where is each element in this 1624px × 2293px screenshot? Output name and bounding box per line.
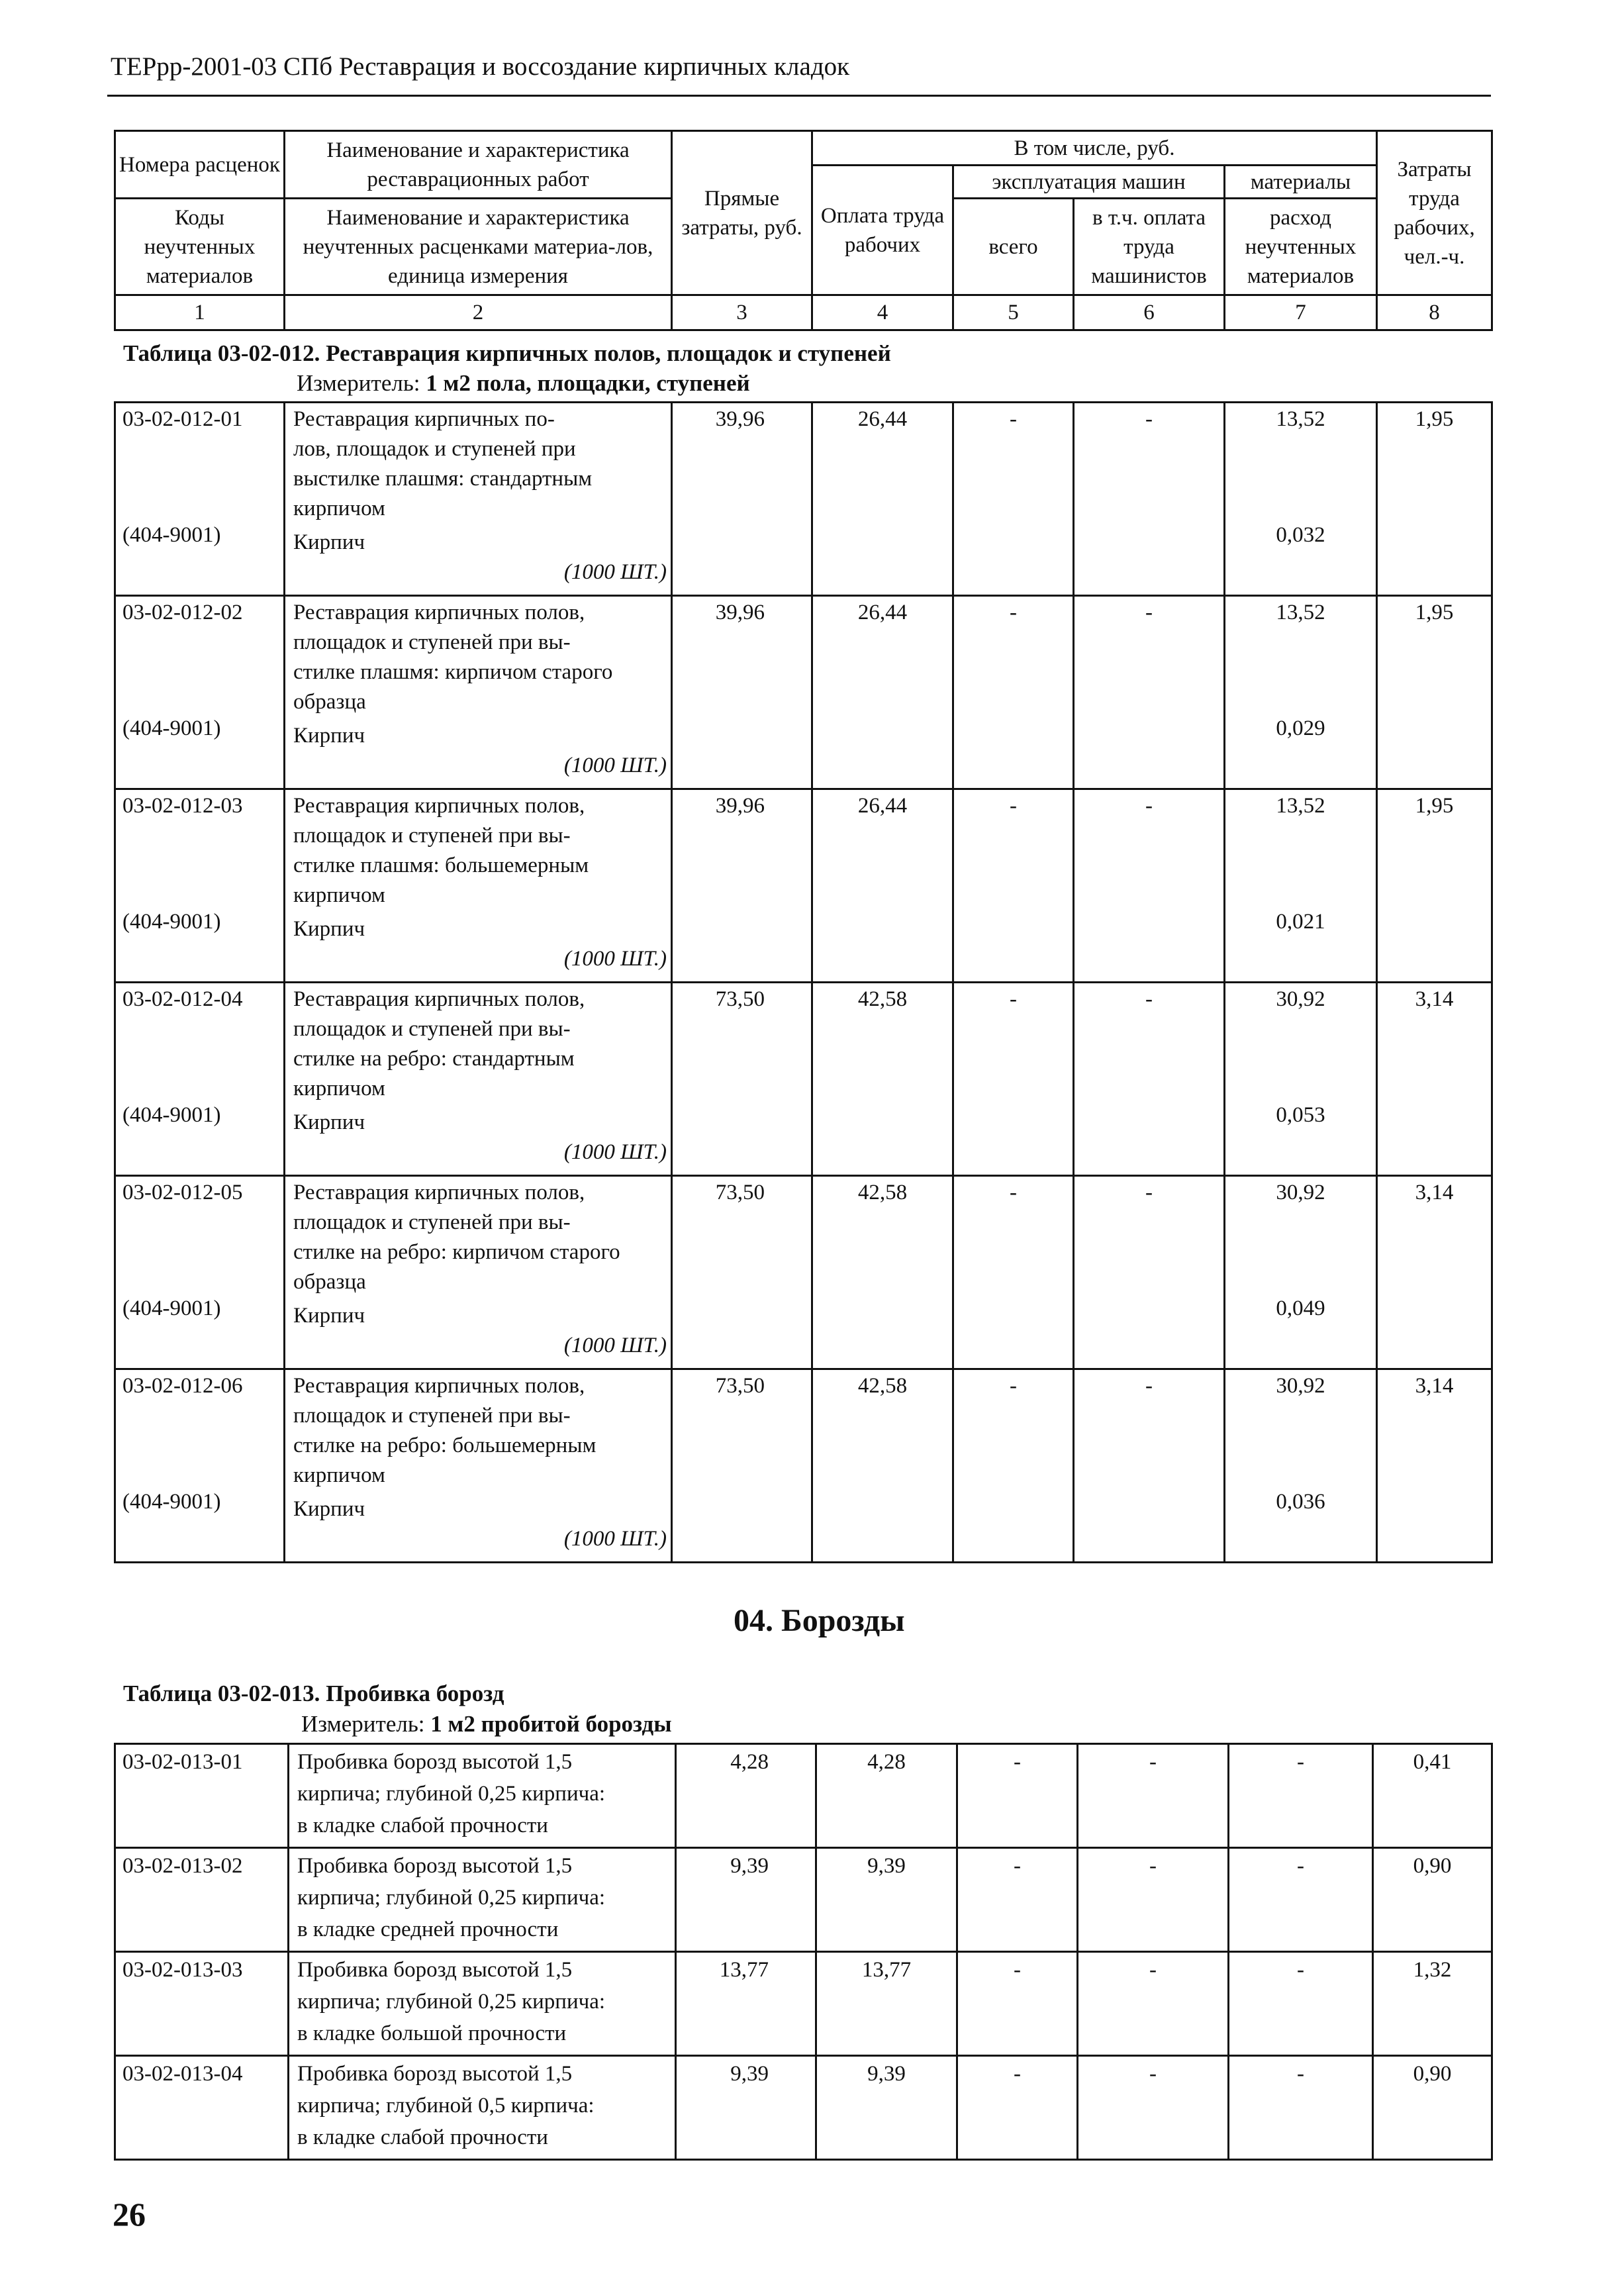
work-description-line: площадок и ступеней при вы-: [293, 1017, 571, 1041]
header-number: 5: [953, 295, 1074, 330]
materials-cell: [1225, 1176, 1377, 1369]
header-col8: Затраты труда рабочих, чел.-ч.: [1377, 131, 1492, 295]
rate-code-cell: [115, 596, 285, 789]
header-number: 7: [1225, 295, 1377, 330]
table-row: [115, 403, 1492, 596]
work-description-cell: [285, 983, 672, 1176]
machinists-labor: -: [1074, 789, 1225, 983]
measure-value: 1 м2 пола, площадки, ступеней: [426, 370, 750, 396]
material-unit: (1000 ШТ.): [563, 560, 667, 584]
labor-cost: 4,28: [816, 1744, 957, 1848]
header-col7: расход неучтенных материалов: [1225, 199, 1377, 295]
material-name: Кирпич: [293, 1497, 365, 1521]
work-description-line: стилке на ребро: стандартным: [293, 1047, 575, 1071]
machines-total: -: [957, 1848, 1078, 1952]
materials-cost: -: [1229, 1952, 1373, 2056]
work-description-line: в кладке большой прочности: [297, 2022, 567, 2045]
materials-cost: -: [1229, 1848, 1373, 1952]
machinists-labor: -: [1078, 1952, 1229, 2056]
work-description-cell: [289, 1848, 676, 1952]
header-number: 1: [115, 295, 285, 330]
work-description-line: стилке на ребро: кирпичом старого: [293, 1240, 620, 1264]
table-row: [115, 1744, 1492, 1848]
work-description-cell: [289, 2056, 676, 2160]
material-quantity: 0,036: [1276, 1490, 1325, 1514]
materials-cost: 30,92: [1276, 987, 1325, 1011]
table1-caption: Таблица 03-02-012. Реставрация кирпичных полов, площадок и ступеней: [123, 340, 891, 366]
page-number: 26: [113, 2196, 146, 2233]
work-description-line: лов, площадок и ступеней при: [293, 437, 576, 461]
header-number: 6: [1074, 295, 1225, 330]
direct-cost: 39,96: [672, 403, 812, 596]
material-name: Кирпич: [293, 724, 365, 748]
labor-hours: 0,90: [1373, 2056, 1492, 2160]
table-row: [115, 1848, 1492, 1952]
rate-code: 03-02-012-06: [122, 1374, 243, 1398]
material-name: Кирпич: [293, 1304, 365, 1328]
measure-value: 1 м2 пробитой борозды: [430, 1711, 672, 1737]
header-number: 8: [1377, 295, 1492, 330]
material-quantity: 0,049: [1276, 1296, 1325, 1320]
direct-cost: 9,39: [676, 1848, 816, 1952]
header-machines-group: эксплуатация машин: [953, 166, 1225, 199]
work-description-line: в кладке средней прочности: [297, 1918, 559, 1941]
materials-cell: [1225, 983, 1377, 1176]
material-unit: (1000 ШТ.): [563, 1527, 667, 1551]
table-row: [115, 1176, 1492, 1369]
materials-cost: 13,52: [1276, 794, 1325, 818]
rate-code: 03-02-012-02: [122, 601, 243, 624]
work-description-line: площадок и ступеней при вы-: [293, 1210, 571, 1234]
rate-code-cell: [115, 403, 285, 596]
materials-cell: [1225, 403, 1377, 596]
header-number: 2: [285, 295, 672, 330]
table-row: [115, 789, 1492, 983]
work-description-line: Реставрация кирпичных полов,: [293, 794, 585, 818]
materials-cost: 30,92: [1276, 1181, 1325, 1204]
machinists-labor: -: [1074, 1176, 1225, 1369]
material-name: Кирпич: [293, 917, 365, 941]
material-quantity: 0,021: [1276, 910, 1325, 934]
header-col4: Оплата труда рабочих: [812, 166, 953, 295]
rate-code: 03-02-013-04: [115, 2056, 289, 2160]
table1-body: [114, 401, 1493, 1563]
labor-cost: 9,39: [816, 2056, 957, 2160]
labor-hours: 0,41: [1373, 1744, 1492, 1848]
work-description-line: образца: [293, 1270, 366, 1294]
work-description-line: образца: [293, 690, 366, 714]
work-description-line: Реставрация кирпичных по-: [293, 407, 555, 431]
work-description-line: кирпичом: [293, 1077, 385, 1100]
machinists-labor: -: [1074, 596, 1225, 789]
machines-total: -: [957, 1744, 1078, 1848]
running-head: ТЕРрр-2001-03 СПб Реставрация и воссоздание кирпичных кладок: [111, 52, 850, 81]
header-materials-group: материалы: [1225, 166, 1377, 199]
work-description-line: Реставрация кирпичных полов,: [293, 601, 585, 624]
material-quantity: 0,032: [1276, 523, 1325, 547]
labor-hours: 1,95: [1377, 403, 1492, 596]
rate-code: 03-02-012-03: [122, 794, 243, 818]
direct-cost: 39,96: [672, 789, 812, 983]
labor-hours: 0,90: [1373, 1848, 1492, 1952]
labor-cost: 26,44: [812, 403, 953, 596]
header-number: 4: [812, 295, 953, 330]
machinists-labor: -: [1074, 983, 1225, 1176]
rate-code: 03-02-013-02: [115, 1848, 289, 1952]
material-unit: (1000 ШТ.): [563, 754, 667, 777]
machines-total: -: [957, 2056, 1078, 2160]
machinists-labor: -: [1078, 1848, 1229, 1952]
machinists-labor: -: [1074, 403, 1225, 596]
labor-hours: 3,14: [1377, 1369, 1492, 1563]
material-unit: (1000 ШТ.): [563, 1334, 667, 1357]
direct-cost: 13,77: [676, 1952, 816, 2056]
work-description-line: в кладке слабой прочности: [297, 2125, 548, 2149]
materials-cell: [1225, 596, 1377, 789]
labor-hours: 3,14: [1377, 983, 1492, 1176]
rate-code: 03-02-012-05: [122, 1181, 243, 1204]
table-row: [115, 596, 1492, 789]
rate-code: 03-02-013-03: [115, 1952, 289, 2056]
header-group-title: В том числе, руб.: [812, 131, 1377, 166]
rate-code: 03-02-012-01: [122, 407, 243, 431]
materials-cost: 13,52: [1276, 601, 1325, 624]
work-description-cell: [285, 789, 672, 983]
work-description-line: кирпича; глубиной 0,25 кирпича:: [297, 1990, 606, 2014]
table2-measure: [301, 1711, 672, 1737]
material-code: (404-9001): [122, 716, 221, 740]
header-rule: [107, 95, 1491, 97]
direct-cost: 73,50: [672, 1176, 812, 1369]
work-description-line: кирпича; глубиной 0,25 кирпича:: [297, 1886, 606, 1910]
material-quantity: 0,029: [1276, 716, 1325, 740]
labor-cost: 42,58: [812, 1369, 953, 1563]
work-description-line: кирпичом: [293, 497, 385, 520]
work-description-line: стилке плашмя: большемерным: [293, 854, 589, 877]
work-description-line: Реставрация кирпичных полов,: [293, 1374, 585, 1398]
labor-hours: 1,95: [1377, 596, 1492, 789]
table2-caption: Таблица 03-02-013. Пробивка борозд: [123, 1681, 504, 1706]
machines-total: -: [953, 1369, 1074, 1563]
machines-total: -: [953, 596, 1074, 789]
work-description-line: площадок и ступеней при вы-: [293, 630, 571, 654]
rate-code-cell: [115, 1176, 285, 1369]
work-description-cell: [285, 1369, 672, 1563]
work-description-line: Реставрация кирпичных полов,: [293, 1181, 585, 1204]
machines-total: -: [953, 983, 1074, 1176]
table2-body: [114, 1743, 1493, 2161]
rate-code-cell: [115, 983, 285, 1176]
rate-code: 03-02-012-04: [122, 987, 243, 1011]
direct-cost: 73,50: [672, 983, 812, 1176]
work-description-line: в кладке слабой прочности: [297, 1814, 548, 1837]
header-col1-top: Номера расценок: [115, 131, 285, 199]
header-col6: в т.ч. оплата труда машинистов: [1074, 199, 1225, 295]
rate-code-cell: [115, 789, 285, 983]
header-col2-bottom: Наименование и характеристика неучтенных расценками материа-лов, единица измерения: [285, 199, 672, 295]
work-description-line: площадок и ступеней при вы-: [293, 824, 571, 848]
column-header-table: [114, 130, 1493, 331]
machines-total: -: [953, 789, 1074, 983]
labor-cost: 42,58: [812, 1176, 953, 1369]
table-row: [115, 1369, 1492, 1563]
rate-code-cell: [115, 1369, 285, 1563]
material-unit: (1000 ШТ.): [563, 947, 667, 971]
materials-cost: 30,92: [1276, 1374, 1325, 1398]
work-description-line: Пробивка борозд высотой 1,5: [297, 1958, 573, 1982]
machinists-labor: -: [1078, 2056, 1229, 2160]
material-name: Кирпич: [293, 1110, 365, 1134]
work-description-line: Реставрация кирпичных полов,: [293, 987, 585, 1011]
machinists-labor: -: [1074, 1369, 1225, 1563]
material-code: (404-9001): [122, 523, 221, 547]
machines-total: -: [957, 1952, 1078, 2056]
material-quantity: 0,053: [1276, 1103, 1325, 1127]
direct-cost: 4,28: [676, 1744, 816, 1848]
material-code: (404-9001): [122, 910, 221, 934]
labor-cost: 9,39: [816, 1848, 957, 1952]
table-row: [115, 2056, 1492, 2160]
labor-cost: 26,44: [812, 596, 953, 789]
machinists-labor: -: [1078, 1744, 1229, 1848]
machines-total: -: [953, 1176, 1074, 1369]
direct-cost: 73,50: [672, 1369, 812, 1563]
direct-cost: 9,39: [676, 2056, 816, 2160]
materials-cost: -: [1229, 2056, 1373, 2160]
work-description-line: выстилке плашмя: стандартным: [293, 467, 593, 491]
material-code: (404-9001): [122, 1103, 221, 1127]
section-heading: 04. Борозды: [734, 1603, 905, 1638]
labor-cost: 42,58: [812, 983, 953, 1176]
work-description-line: стилке плашмя: кирпичом старого: [293, 660, 613, 684]
header-col3: Прямые затраты, руб.: [672, 131, 812, 295]
direct-cost: 39,96: [672, 596, 812, 789]
machines-total: -: [953, 403, 1074, 596]
labor-hours: 1,95: [1377, 789, 1492, 983]
work-description-line: кирпичом: [293, 883, 385, 907]
work-description-cell: [289, 1744, 676, 1848]
work-description-line: кирпича; глубиной 0,5 кирпича:: [297, 2094, 595, 2118]
rate-code: 03-02-013-01: [115, 1744, 289, 1848]
labor-hours: 3,14: [1377, 1176, 1492, 1369]
table1-measure: [297, 370, 750, 397]
work-description-line: стилке на ребро: большемерным: [293, 1434, 597, 1457]
work-description-line: Пробивка борозд высотой 1,5: [297, 2062, 573, 2086]
work-description-cell: [285, 403, 672, 596]
labor-cost: 13,77: [816, 1952, 957, 2056]
work-description-cell: [289, 1952, 676, 2056]
measure-label: Измеритель:: [297, 370, 420, 396]
work-description-cell: [285, 1176, 672, 1369]
material-unit: (1000 ШТ.): [563, 1140, 667, 1164]
work-description-line: площадок и ступеней при вы-: [293, 1404, 571, 1428]
material-name: Кирпич: [293, 530, 365, 554]
work-description-line: Пробивка борозд высотой 1,5: [297, 1854, 573, 1878]
materials-cell: [1225, 789, 1377, 983]
material-code: (404-9001): [122, 1296, 221, 1320]
materials-cost: -: [1229, 1744, 1373, 1848]
materials-cell: [1225, 1369, 1377, 1563]
header-col2-top: Наименование и характеристика реставрационных работ: [285, 131, 672, 199]
work-description-cell: [285, 596, 672, 789]
header-col1-bottom: Коды неучтенных материалов: [115, 199, 285, 295]
labor-hours: 1,32: [1373, 1952, 1492, 2056]
measure-label: Измеритель:: [301, 1711, 425, 1737]
table-row: [115, 983, 1492, 1176]
material-code: (404-9001): [122, 1490, 221, 1514]
table-row: [115, 1952, 1492, 2056]
work-description-line: кирпичом: [293, 1463, 385, 1487]
header-col5: всего: [953, 199, 1074, 295]
header-number: 3: [672, 295, 812, 330]
labor-cost: 26,44: [812, 789, 953, 983]
materials-cost: 13,52: [1276, 407, 1325, 431]
work-description-line: Пробивка борозд высотой 1,5: [297, 1750, 573, 1774]
work-description-line: кирпича; глубиной 0,25 кирпича:: [297, 1782, 606, 1806]
